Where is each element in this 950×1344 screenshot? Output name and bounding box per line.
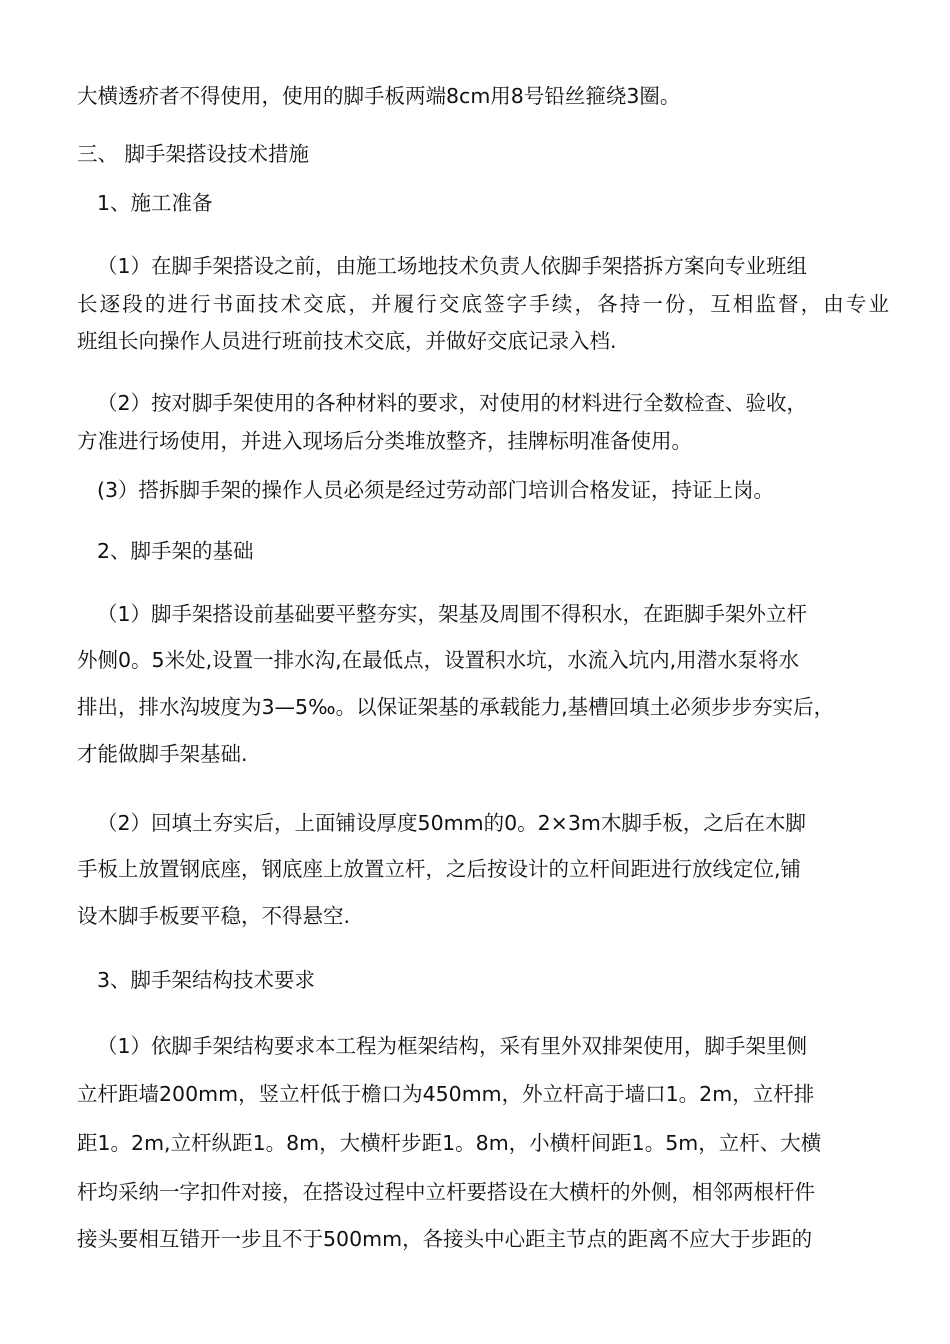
paragraph-line: 才能做脚手架基础.: [77, 742, 248, 766]
subsection-heading: 1、施工准备: [97, 191, 213, 215]
paragraph-line: 班组长向操作人员进行班前技术交底，并做好交底记录入档.: [77, 329, 617, 353]
paragraph-line: 长逐段的进行书面技术交底，并履行交底签字手续，各持一份，互相监督，由专业: [77, 292, 889, 316]
paragraph-line: 接头要相互错开一步且不于500mm，各接头中心距主节点的距离不应大于步距的: [77, 1227, 813, 1251]
paragraph-line: （2）回填土夯实后，上面铺设厚度50mm的0。2×3m木脚手板，之后在木脚: [97, 811, 806, 835]
paragraph-line: (3）搭拆脚手架的操作人员必须是经过劳动部门培训合格发证，持证上岗。: [97, 478, 775, 502]
paragraph-line: 杆均采纳一字扣件对接，在搭设过程中立杆要搭设在大横杆的外侧，相邻两根杆件: [77, 1180, 815, 1204]
paragraph-line: （1）依脚手架结构要求本工程为框架结构，采有里外双排架使用，脚手架里侧: [97, 1034, 808, 1058]
subsection-heading: 2、脚手架的基础: [97, 539, 254, 563]
subsection-heading: 3、脚手架结构技术要求: [97, 968, 316, 992]
paragraph-line: 排出，排水沟坡度为3—5‰。以保证架基的承载能力,基槽回填土必须步步夯实后，: [77, 695, 835, 719]
paragraph-line: 外侧0。5米处,设置一排水沟,在最低点，设置积水坑，水流入坑内,用潜水泵将水: [77, 648, 800, 672]
paragraph-line: 方准进行场使用，并进入现场后分类堆放整齐，挂牌标明准备使用。: [77, 429, 692, 453]
paragraph-line: 设木脚手板要平稳，不得悬空.: [77, 904, 351, 928]
paragraph-line: （1）在脚手架搭设之前，由施工场地技术负责人依脚手架搭拆方案向专业班组: [97, 254, 808, 278]
paragraph-line: （2）按对脚手架使用的各种材料的要求，对使用的材料进行全数检查、验收，: [97, 391, 808, 415]
paragraph-line: 大横透疥者不得使用，使用的脚手板两端8cm用8号铅丝箍绕3圈。: [77, 84, 681, 108]
paragraph-line: （1）脚手架搭设前基础要平整夯实，架基及周围不得积水，在距脚手架外立杆: [97, 602, 808, 626]
paragraph-line: 手板上放置钢底座，钢底座上放置立杆，之后按设计的立杆间距进行放线定位,铺: [77, 857, 802, 881]
section-heading: 三、 脚手架搭设技术措施: [77, 142, 310, 166]
paragraph-line: 立杆距墙200mm，竖立杆低于檐口为450mm，外立杆高于墙口1。2m，立杆排: [77, 1082, 815, 1106]
paragraph-line: 距1。2m,立杆纵距1。8m，大横杆步距1。8m，小横杆间距1。5m，立杆、大横: [77, 1131, 822, 1155]
